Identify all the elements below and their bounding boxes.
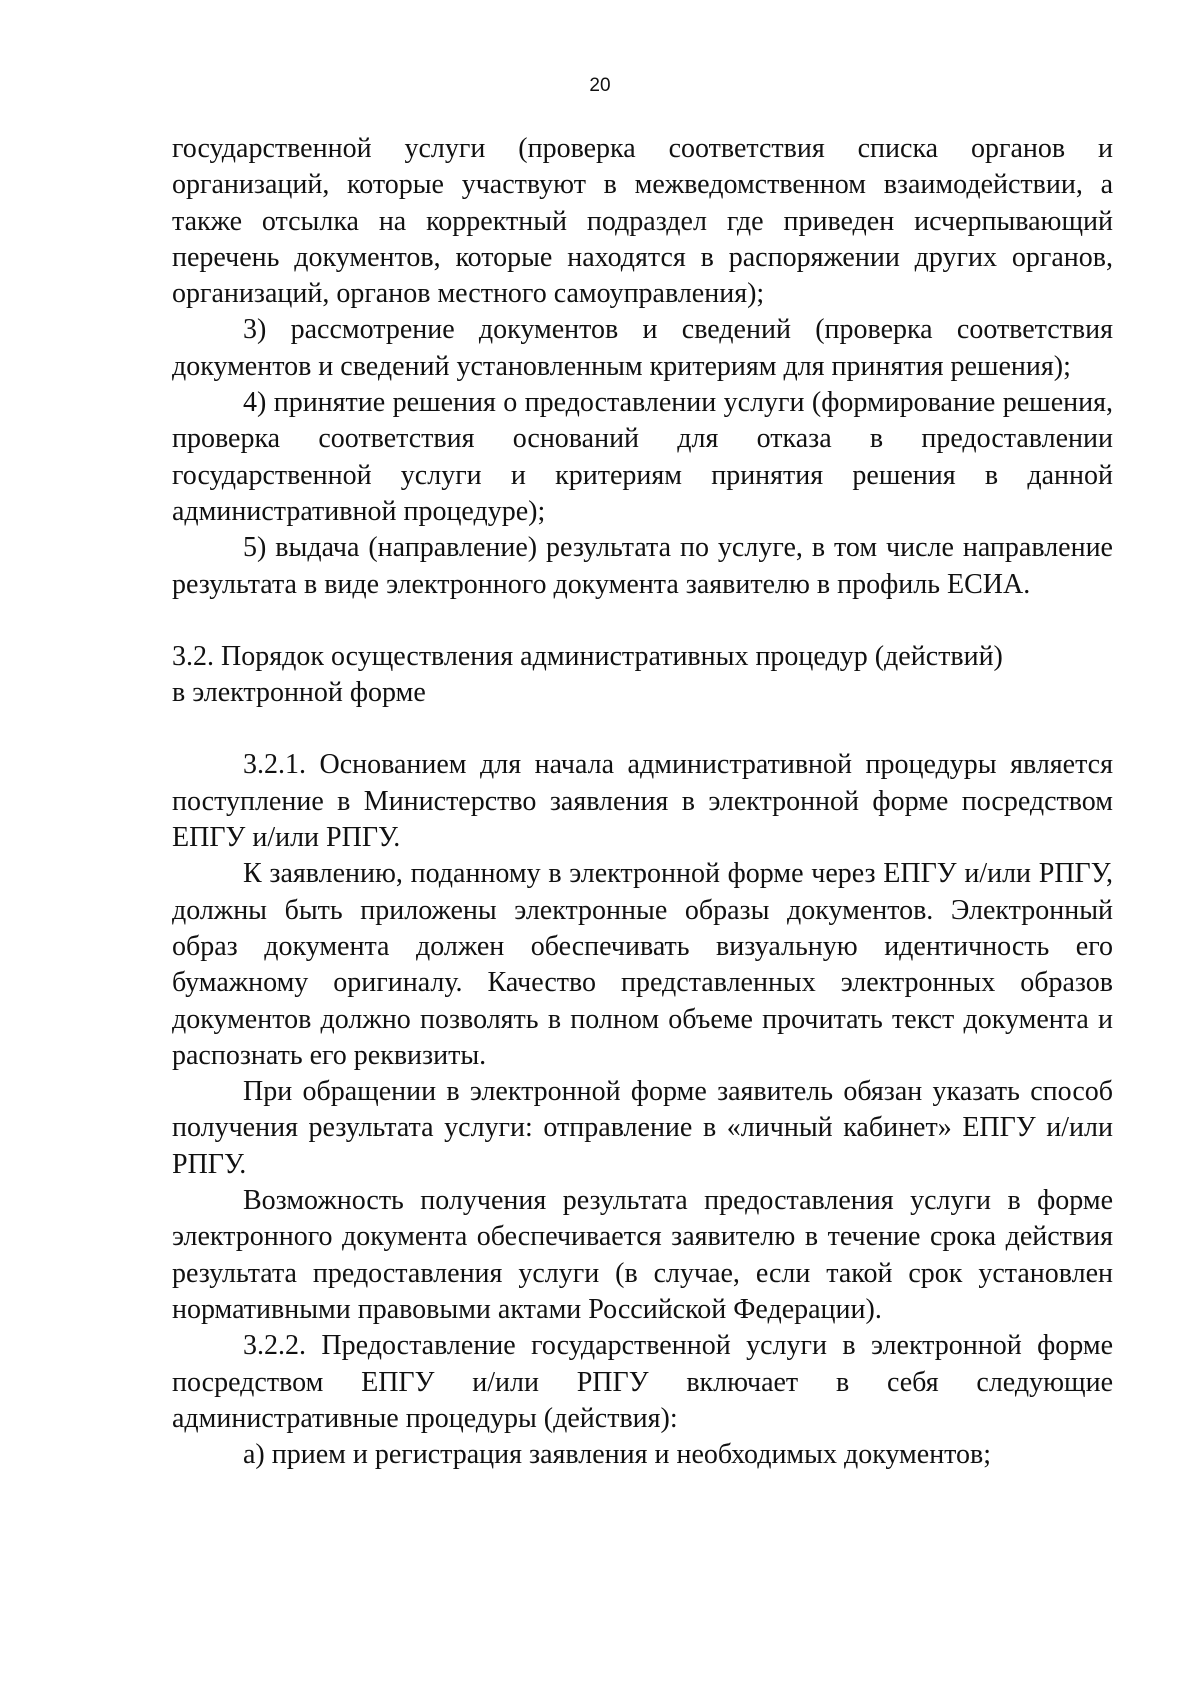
paragraph-3-2-1: 3.2.1. Основанием для начала административной процедуры является поступление в Министерство заявления в электронной форме посредством ЕПГУ и/или РПГУ. (172, 749, 1113, 854)
paragraph-electronic-images: К заявлению, поданному в электронной форме через ЕПГУ и/или РПГУ, должны быть приложены электронные образы документов. Электронный образ документа должен обеспечивать визуальную идентичность его бумажному оригиналу. Качество представленных электронных образов документов должно позволять в полном объеме прочитать текст документа и распознать его реквизиты. (172, 858, 1113, 1071)
section-heading-line-2: в электронной форме (172, 677, 426, 709)
page-number: 20 (589, 75, 611, 96)
paragraph-continuation: государственной услуги (проверка соответствия списка органов и организаций, которые участвуют в межведомственном взаимодействии, а также отсылка на корректный подраздел где приведен исчерпывающий перечень документов, которые находятся в распоряжении других органов, организаций, органов местного самоуправления); (172, 133, 1113, 310)
section-heading (172, 639, 1113, 712)
document-body (172, 131, 1113, 1473)
paragraph-3-2-2: 3.2.2. Предоставление государственной услуги в электронной форме посредством ЕПГУ и/или РПГУ включает в себя следующие административные процедуры (действия): (172, 1330, 1113, 1434)
paragraph-item-3: 3) рассмотрение документов и сведений (проверка соответствия документов и сведений установленным критериям для принятия решения); (172, 314, 1113, 382)
paragraph-result-method: При обращении в электронной форме заявитель обязан указать способ получения результата услуги: отправление в «личный кабинет» ЕПГУ и/или РПГУ. (172, 1076, 1113, 1180)
section-heading-line-1: 3.2. Порядок осуществления административных процедур (действий) (172, 640, 1003, 672)
paragraph-item-a: а) прием и регистрация заявления и необходимых документов; (243, 1439, 992, 1471)
paragraph-result-availability: Возможность получения результата предоставления услуги в форме электронного документа обеспечивается заявителю в течение срока действия результата предоставления услуги (в случае, если такой срок установлен нормативными правовыми актами Российской Федерации). (172, 1185, 1113, 1325)
paragraph-item-5: 5) выдача (направление) результата по услуге, в том числе направление результата в виде электронного документа заявителю в профиль ЕСИА. (172, 532, 1113, 600)
paragraph-item-4: 4) принятие решения о предоставлении услуги (формирование решения, проверка соответствия оснований для отказа в предоставлении государственной услуги и критериям принятия решения в данной административной процедуре); (172, 387, 1113, 527)
